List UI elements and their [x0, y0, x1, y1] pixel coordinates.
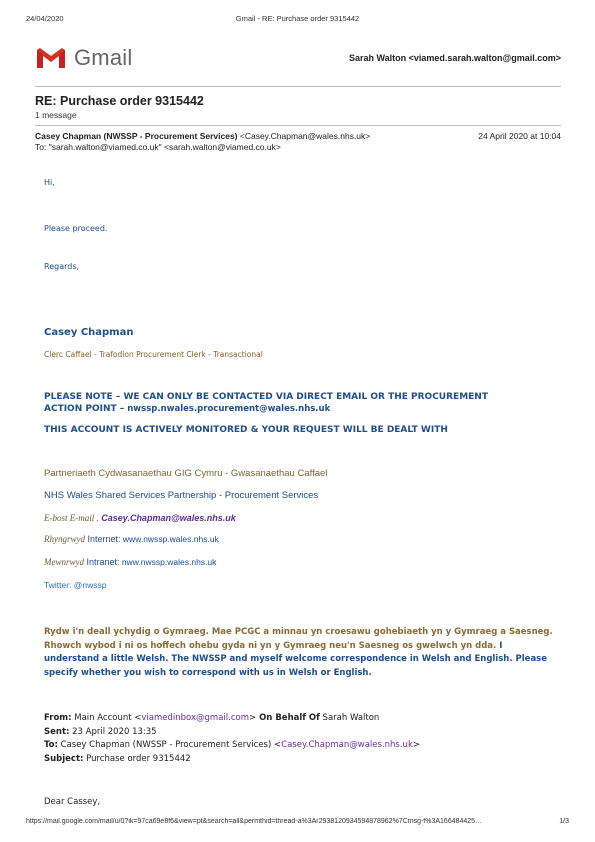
sender-name: Casey Chapman (NWSSP - Procurement Services): [35, 131, 238, 141]
greeting: Hi,: [44, 178, 55, 187]
message-to: To: "sarah.walton@viamed.co.uk" <sarah.walton@viamed.co.uk>: [35, 142, 281, 152]
quoted-greeting: Dear Cassey,: [44, 797, 101, 807]
intranet-label: Intranet:: [84, 557, 120, 567]
quoted-sent-value: 23 April 2020 13:35: [69, 726, 157, 737]
quoted-to-value: Casey Chapman (NWSSP - Procurement Services) <: [57, 740, 282, 750]
internet-label-welsh: Rhyngrwyd: [44, 534, 85, 544]
internet-line: [44, 534, 219, 544]
quoted-header: [44, 712, 420, 766]
quoted-behalf-label: On Behalf Of: [256, 713, 320, 723]
quoted-subject-value: Purchase order 9315442: [83, 753, 191, 764]
email-link[interactable]: Casey.Chapman@wales.nhs.uk: [98, 513, 236, 523]
intranet-line: [44, 557, 216, 567]
account-name: Sarah Walton <viamed.sarah.walton@gmail.com>: [348, 53, 561, 63]
notice-line-1: PLEASE NOTE – WE CAN ONLY BE CONTACTED VIA DIRECT EMAIL OR THE PROCUREMENT: [44, 392, 488, 402]
divider: [35, 125, 561, 126]
message-from: [35, 131, 370, 141]
intranet-link[interactable]: nww.nwssp.wales.nhs.uk: [119, 557, 217, 567]
quoted-sent: [44, 726, 420, 740]
notice-prefix: ACTION POINT –: [44, 404, 125, 414]
language-notice-english: I understand a little Welsh. The NWSSP and myself welcome correspondence in Welsh and English. Please specify whether you wish to correspond with us in Welsh or English.: [44, 640, 547, 678]
quoted-to: [44, 739, 420, 753]
intranet-label-welsh: Mewnrwyd: [44, 557, 84, 567]
print-title: Gmail - RE: Purchase order 9315442: [235, 14, 360, 23]
quoted-to-email[interactable]: Casey.Chapman@wales.nhs.uk: [281, 740, 413, 750]
quoted-from-label: From:: [44, 713, 72, 723]
message-count: 1 message: [35, 110, 77, 120]
quoted-from-close: >: [249, 713, 257, 723]
body-line: Please proceed.: [44, 224, 108, 233]
signature-name: Casey Chapman: [44, 327, 134, 338]
page-url: https://mail.google.com/mail/u/0?ik=97ca69e8f6&view=pt&search=all&permthid=thread-a%3Ar2938120934594878962%7Cmsg-f%3A166484425…: [26, 818, 483, 825]
internet-link[interactable]: www.nwssp.wales.nhs.uk: [120, 534, 219, 544]
signature-title: Clerc Caffael - Trafodion Procurement Clerk - Transactional: [44, 350, 263, 359]
quoted-subject: [44, 753, 420, 767]
notice-line-2: [44, 404, 330, 414]
language-notice-welsh: Rydw i'n deall ychydig o Gymraeg. Mae PCGC a minnau yn croesawu gohebiaeth yn y Gymraeg a Saesneg. Rhowch wybod i ni os hoffech ohebu gyda ni yn y Gymraeg neu'n Saesneg os gwelwch yn dda.: [44, 627, 553, 651]
quoted-from: [44, 712, 420, 726]
sender-email[interactable]: <Casey.Chapman@wales.nhs.uk>: [239, 131, 371, 141]
quoted-sent-label: Sent:: [44, 726, 70, 737]
quoted-to-close: >: [412, 740, 420, 750]
email-line: [44, 513, 236, 523]
print-date: 24/04/2020: [26, 14, 64, 23]
quoted-from-email[interactable]: viamedinbox@gmail.com: [141, 713, 249, 723]
gmail-wordmark: Gmail: [74, 45, 133, 70]
quoted-subject-label: Subject:: [44, 753, 84, 764]
message-date: 24 April 2020 at 10:04: [478, 131, 561, 141]
thread-subject: RE: Purchase order 9315442: [35, 94, 204, 108]
twitter-handle[interactable]: Twitter: @nwssp: [44, 580, 107, 590]
divider: [35, 86, 561, 87]
org-welsh: Partneriaeth Cydwasanaethau GIG Cymru - Gwasanaethau Caffael: [44, 468, 328, 479]
email-label: E-bost E-mail .: [44, 513, 99, 523]
org-english: NHS Wales Shared Services Partnership - Procurement Services: [44, 490, 319, 501]
quoted-from-value: Main Account <: [71, 713, 142, 723]
page-number: 1/3: [559, 818, 569, 825]
language-notice: [44, 626, 556, 680]
gmail-envelope-icon: [35, 46, 67, 70]
procurement-email-link[interactable]: nwssp.nwales.procurement@wales.nhs.uk: [124, 404, 331, 414]
internet-label: Internet:: [85, 534, 121, 544]
notice-line-3: THIS ACCOUNT IS ACTIVELY MONITORED & YOUR REQUEST WILL BE DEALT WITH: [44, 425, 448, 435]
quoted-to-label: To:: [44, 740, 58, 750]
gmail-logo[interactable]: [35, 44, 132, 72]
quoted-behalf-value: Sarah Walton: [319, 713, 380, 723]
regards: Regards,: [44, 262, 80, 271]
